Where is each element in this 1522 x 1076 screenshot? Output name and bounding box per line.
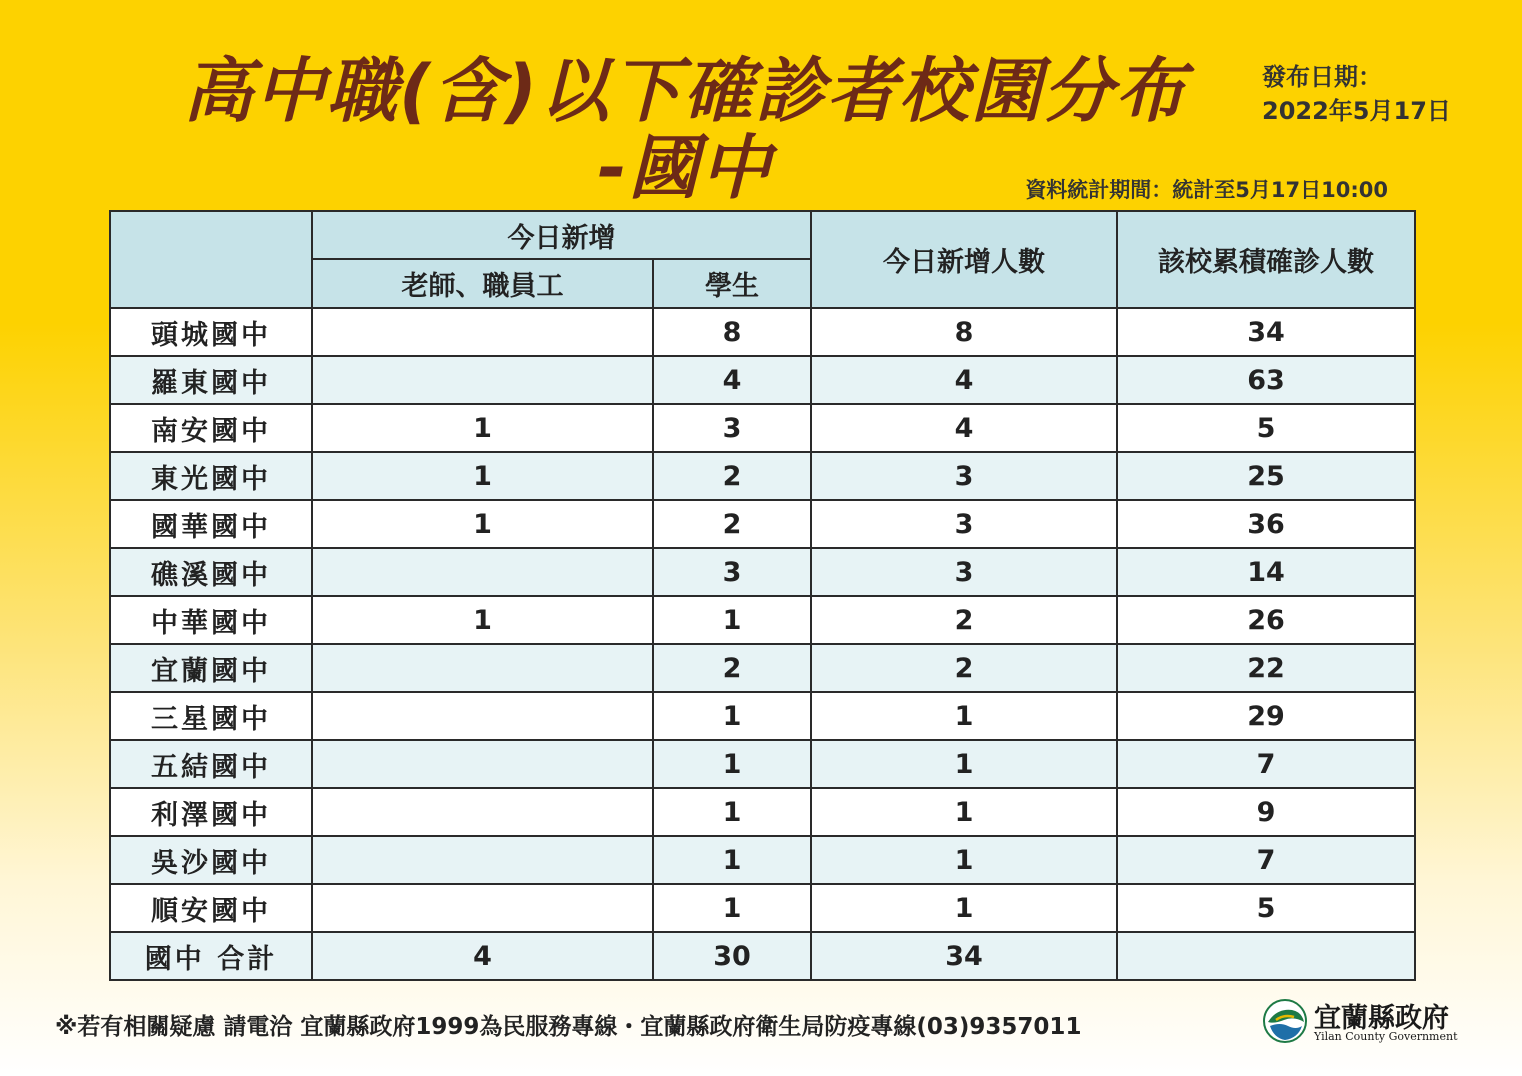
school-name: 礁溪國中 [110,548,312,596]
student-count: 1 [653,692,811,740]
school-name: 中華國中 [110,596,312,644]
staff-count: 1 [312,404,653,452]
table-row [110,452,1415,500]
header-cumulative: 該校累積確診人數 [1117,211,1415,308]
school-name: 利澤國中 [110,788,312,836]
yilan-county-emblem-icon [1262,998,1308,1044]
school-name: 頭城國中 [110,308,312,356]
school-name: 五結國中 [110,740,312,788]
table-row [110,548,1415,596]
today-total: 8 [811,308,1117,356]
today-total: 1 [811,836,1117,884]
total-cumulative [1117,932,1415,980]
student-count: 2 [653,500,811,548]
table-row [110,644,1415,692]
student-count: 4 [653,356,811,404]
school-name: 國華國中 [110,500,312,548]
publish-label: 發布日期： [1262,63,1382,91]
header-today-total: 今日新增人數 [811,211,1117,308]
staff-count [312,692,653,740]
page-subtitle: -國中 [597,127,773,209]
cumulative-count: 14 [1117,548,1415,596]
student-count: 3 [653,548,811,596]
school-cases-table [109,210,1416,981]
total-staff: 4 [312,932,653,980]
table-row [110,596,1415,644]
today-total: 3 [811,500,1117,548]
school-name: 宜蘭國中 [110,644,312,692]
student-count: 3 [653,404,811,452]
today-total: 2 [811,596,1117,644]
header-student: 學生 [653,259,811,308]
student-count: 1 [653,740,811,788]
table-total-row [110,932,1415,980]
table-header-row [110,211,1415,259]
cumulative-count: 22 [1117,644,1415,692]
today-total: 3 [811,452,1117,500]
today-total: 1 [811,788,1117,836]
contact-footer: ※若有相關疑慮 請電洽 宜蘭縣政府1999為民服務專線・宜蘭縣政府衛生局防疫專線(03)9357011 [55,1014,1082,1040]
logo-name-zh: 宜蘭縣政府 [1314,1003,1449,1034]
header-school [110,211,312,308]
cumulative-count: 26 [1117,596,1415,644]
school-name: 吳沙國中 [110,836,312,884]
cumulative-count: 5 [1117,404,1415,452]
publish-info [1262,60,1451,128]
school-name: 東光國中 [110,452,312,500]
cumulative-count: 34 [1117,308,1415,356]
cumulative-count: 9 [1117,788,1415,836]
staff-count [312,836,653,884]
staff-count [312,308,653,356]
statistics-period: 資料統計期間：統計至5月17日10:00 [1025,178,1388,202]
header-today-new-group: 今日新增 [312,211,811,259]
table-row [110,788,1415,836]
table-body [110,308,1415,980]
staff-count [312,788,653,836]
school-name: 三星國中 [110,692,312,740]
student-count: 8 [653,308,811,356]
page-title: 高中職(含)以下確診者校園分布 [183,50,1187,132]
school-name: 羅東國中 [110,356,312,404]
table-row [110,836,1415,884]
staff-count [312,356,653,404]
today-total: 4 [811,404,1117,452]
cumulative-count: 5 [1117,884,1415,932]
today-total: 3 [811,548,1117,596]
school-name: 南安國中 [110,404,312,452]
staff-count [312,884,653,932]
total-label: 國中 合計 [110,932,312,980]
staff-count [312,740,653,788]
total-today: 34 [811,932,1117,980]
cumulative-count: 7 [1117,836,1415,884]
cumulative-count: 29 [1117,692,1415,740]
school-name: 順安國中 [110,884,312,932]
student-count: 2 [653,644,811,692]
table-row [110,500,1415,548]
student-count: 2 [653,452,811,500]
total-student: 30 [653,932,811,980]
today-total: 1 [811,740,1117,788]
cumulative-count: 25 [1117,452,1415,500]
staff-count [312,548,653,596]
today-total: 4 [811,356,1117,404]
student-count: 1 [653,596,811,644]
table-row [110,404,1415,452]
cumulative-count: 63 [1117,356,1415,404]
table-row [110,740,1415,788]
student-count: 1 [653,788,811,836]
today-total: 1 [811,884,1117,932]
table-row [110,692,1415,740]
today-total: 2 [811,644,1117,692]
table-row [110,308,1415,356]
cumulative-count: 7 [1117,740,1415,788]
yilan-county-logo [1262,996,1472,1048]
table-row [110,884,1415,932]
staff-count: 1 [312,596,653,644]
student-count: 1 [653,836,811,884]
logo-name-en: Yilan County Government [1314,1030,1458,1043]
header-staff: 老師、職員工 [312,259,653,308]
publish-date: 2022年5月17日 [1262,97,1451,125]
student-count: 1 [653,884,811,932]
table-row [110,356,1415,404]
staff-count [312,644,653,692]
today-total: 1 [811,692,1117,740]
staff-count: 1 [312,500,653,548]
cumulative-count: 36 [1117,500,1415,548]
staff-count: 1 [312,452,653,500]
